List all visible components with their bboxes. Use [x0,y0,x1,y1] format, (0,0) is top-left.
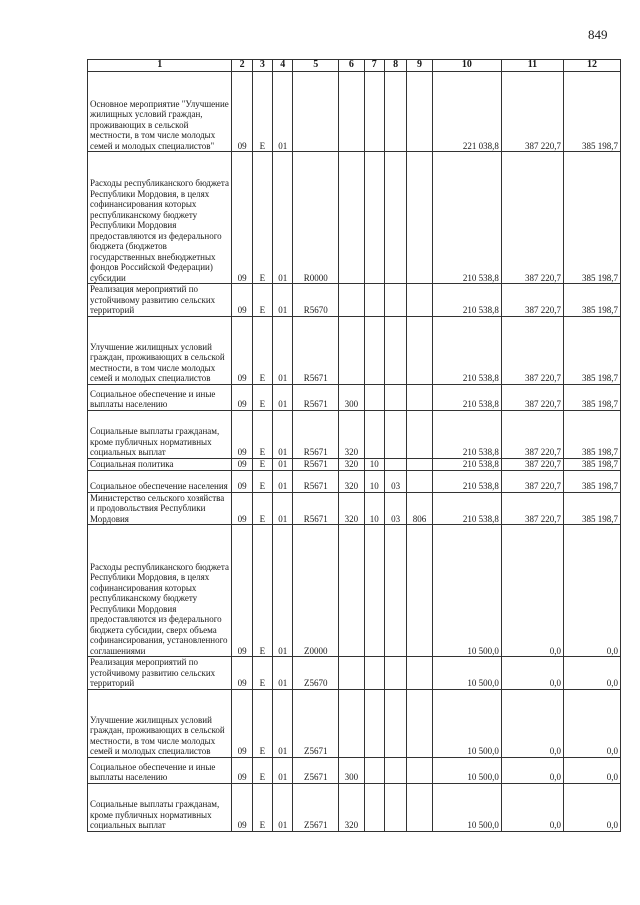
table-row [88,525,621,657]
code-ministry [407,689,432,757]
code-expense-type [339,72,364,152]
code-expense-type [339,689,364,757]
amount-year-3: 385 198,7 [563,316,620,384]
code-direction: Z5671 [293,689,339,757]
code-division [364,284,384,317]
amount-year-1: 210 538,8 [432,410,501,458]
amount-year-3: 0,0 [563,525,620,657]
code-subprogram: 01 [273,757,293,783]
code-subdivision [384,384,406,410]
code-subprogram: 01 [273,492,293,525]
amount-year-3: 385 198,7 [563,384,620,410]
code-subdivision [384,525,406,657]
code-subprogram: 01 [273,783,293,831]
code-direction: R5671 [293,470,339,492]
table-row [88,657,621,690]
code-division: 10 [364,458,384,470]
code-program: Е [252,410,272,458]
code-section: 09 [232,384,252,410]
row-description: Расходы республиканского бюджета Республики Мордовия, в целях софинансирования которых республиканскому бюджету Республики Мордовия предоставляются из федерального бюджета (бюджетов государственных внебюджетных фондов Российской Федерации) субсидии [88,152,232,284]
code-expense-type [339,316,364,384]
amount-year-2: 387 220,7 [501,492,563,525]
code-program: Е [252,689,272,757]
code-division [364,384,384,410]
code-program: Е [252,757,272,783]
header-row [88,60,621,72]
amount-year-3: 0,0 [563,783,620,831]
code-ministry [407,384,432,410]
code-division: 10 [364,470,384,492]
page-number: 849 [588,27,608,42]
amount-year-1: 10 500,0 [432,657,501,690]
amount-year-2: 387 220,7 [501,72,563,152]
code-direction: R5671 [293,492,339,525]
code-ministry [407,470,432,492]
table-row [88,783,621,831]
code-division [364,152,384,284]
code-ministry [407,410,432,458]
code-ministry [407,525,432,657]
code-direction [293,72,339,152]
code-subprogram: 01 [273,316,293,384]
amount-year-2: 387 220,7 [501,152,563,284]
code-program: Е [252,284,272,317]
code-expense-type [339,284,364,317]
row-description: Реализация мероприятий по устойчивому развитию сельских территорий [88,657,232,690]
amount-year-3: 385 198,7 [563,470,620,492]
amount-year-1: 210 538,8 [432,316,501,384]
amount-year-2: 387 220,7 [501,284,563,317]
row-description: Реализация мероприятий по устойчивому развитию сельских территорий [88,284,232,317]
code-division [364,72,384,152]
row-description: Социальное обеспечение и иные выплаты населению [88,757,232,783]
code-program: Е [252,152,272,284]
code-subdivision [384,757,406,783]
code-subdivision [384,657,406,690]
amount-year-1: 10 500,0 [432,757,501,783]
code-ministry [407,152,432,284]
table-row [88,757,621,783]
amount-year-2: 387 220,7 [501,410,563,458]
code-section: 09 [232,152,252,284]
column-header: 9 [407,60,432,72]
code-subprogram: 01 [273,470,293,492]
amount-year-2: 0,0 [501,783,563,831]
code-direction: Z5671 [293,783,339,831]
code-division [364,657,384,690]
amount-year-2: 0,0 [501,657,563,690]
code-subprogram: 01 [273,525,293,657]
column-header: 12 [563,60,620,72]
code-subdivision [384,458,406,470]
amount-year-2: 387 220,7 [501,458,563,470]
code-direction: Z5671 [293,757,339,783]
amount-year-2: 0,0 [501,525,563,657]
code-program: Е [252,525,272,657]
code-ministry [407,316,432,384]
code-direction: R5670 [293,284,339,317]
code-program: Е [252,470,272,492]
column-header: 6 [339,60,364,72]
column-header: 5 [293,60,339,72]
code-subdivision [384,410,406,458]
code-expense-type: 320 [339,410,364,458]
code-program: Е [252,316,272,384]
amount-year-2: 387 220,7 [501,470,563,492]
table-row [88,316,621,384]
code-program: Е [252,72,272,152]
code-program: Е [252,783,272,831]
table-row [88,458,621,470]
code-subdivision [384,783,406,831]
code-program: Е [252,492,272,525]
code-direction: R5671 [293,384,339,410]
amount-year-3: 0,0 [563,757,620,783]
code-subprogram: 01 [273,657,293,690]
amount-year-1: 210 538,8 [432,152,501,284]
amount-year-3: 385 198,7 [563,152,620,284]
amount-year-2: 387 220,7 [501,316,563,384]
amount-year-1: 210 538,8 [432,458,501,470]
code-division [364,783,384,831]
code-subprogram: 01 [273,72,293,152]
code-section: 09 [232,316,252,384]
row-description: Основное мероприятие "Улучшение жилищных условий граждан, проживающих в сельской местности, в том числе молодых семей и молодых специалистов" [88,72,232,152]
amount-year-2: 0,0 [501,757,563,783]
column-header: 11 [501,60,563,72]
code-direction: R5671 [293,316,339,384]
code-subprogram: 01 [273,689,293,757]
amount-year-3: 385 198,7 [563,410,620,458]
amount-year-1: 210 538,8 [432,284,501,317]
code-section: 09 [232,470,252,492]
code-section: 09 [232,657,252,690]
code-subdivision: 03 [384,470,406,492]
code-section: 09 [232,757,252,783]
code-expense-type: 300 [339,384,364,410]
code-division [364,757,384,783]
row-description: Социальные выплаты гражданам, кроме публичных нормативных социальных выплат [88,410,232,458]
code-direction: R5671 [293,410,339,458]
code-expense-type [339,525,364,657]
table-row [88,410,621,458]
column-header: 7 [364,60,384,72]
row-description: Социальные выплаты гражданам, кроме публичных нормативных социальных выплат [88,783,232,831]
code-expense-type: 320 [339,492,364,525]
amount-year-3: 0,0 [563,689,620,757]
table-row [88,492,621,525]
code-subprogram: 01 [273,458,293,470]
table-row [88,284,621,317]
code-section: 09 [232,284,252,317]
code-subprogram: 01 [273,284,293,317]
amount-year-1: 210 538,8 [432,492,501,525]
code-program: Е [252,657,272,690]
row-description: Социальное обеспечение населения [88,470,232,492]
column-header: 2 [232,60,252,72]
amount-year-1: 10 500,0 [432,525,501,657]
code-section: 09 [232,72,252,152]
column-header: 1 [88,60,232,72]
code-division [364,410,384,458]
code-subdivision [384,689,406,757]
code-expense-type: 320 [339,470,364,492]
code-program: Е [252,384,272,410]
table-row [88,470,621,492]
code-subprogram: 01 [273,152,293,284]
amount-year-2: 0,0 [501,689,563,757]
code-subdivision [384,72,406,152]
table-body [88,72,621,832]
table-row [88,72,621,152]
code-ministry: 806 [407,492,432,525]
code-expense-type [339,152,364,284]
amount-year-1: 221 038,8 [432,72,501,152]
table-row [88,384,621,410]
code-subprogram: 01 [273,410,293,458]
code-direction: R0000 [293,152,339,284]
row-description: Социальная политика [88,458,232,470]
code-direction: Z5670 [293,657,339,690]
code-expense-type: 320 [339,458,364,470]
code-ministry [407,458,432,470]
amount-year-1: 210 538,8 [432,384,501,410]
code-division: 10 [364,492,384,525]
code-division [364,689,384,757]
code-ministry [407,72,432,152]
column-header: 8 [384,60,406,72]
row-description: Министерство сельского хозяйства и продовольствия Республики Мордовия [88,492,232,525]
row-description: Расходы республиканского бюджета Республики Мордовия, в целях софинансирования которых республиканскому бюджету Республики Мордовия предоставляются из федерального бюджета субсидии, сверх объема софинансирования, установленного соглашениями [88,525,232,657]
code-ministry [407,657,432,690]
amount-year-2: 387 220,7 [501,384,563,410]
code-ministry [407,783,432,831]
amount-year-1: 10 500,0 [432,783,501,831]
code-section: 09 [232,783,252,831]
code-ministry [407,284,432,317]
budget-table [87,59,621,832]
row-description: Улучшение жилищных условий граждан, проживающих в сельской местности, в том числе молодых семей и молодых специалистов [88,689,232,757]
row-description: Улучшение жилищных условий граждан, проживающих в сельской местности, в том числе молодых семей и молодых специалистов [88,316,232,384]
code-division [364,525,384,657]
code-direction: R5671 [293,458,339,470]
amount-year-3: 385 198,7 [563,492,620,525]
code-direction: Z0000 [293,525,339,657]
table-row [88,689,621,757]
code-division [364,316,384,384]
column-header: 4 [273,60,293,72]
code-section: 09 [232,689,252,757]
code-section: 09 [232,525,252,657]
row-description: Социальное обеспечение и иные выплаты населению [88,384,232,410]
amount-year-3: 0,0 [563,657,620,690]
code-subdivision [384,284,406,317]
code-expense-type: 320 [339,783,364,831]
code-subdivision: 03 [384,492,406,525]
code-subdivision [384,152,406,284]
column-header: 10 [432,60,501,72]
code-section: 09 [232,492,252,525]
column-header: 3 [252,60,272,72]
code-expense-type [339,657,364,690]
code-program: Е [252,458,272,470]
amount-year-3: 385 198,7 [563,284,620,317]
amount-year-3: 385 198,7 [563,72,620,152]
amount-year-3: 385 198,7 [563,458,620,470]
code-expense-type: 300 [339,757,364,783]
code-section: 09 [232,410,252,458]
code-section: 09 [232,458,252,470]
code-subprogram: 01 [273,384,293,410]
code-subdivision [384,316,406,384]
amount-year-1: 10 500,0 [432,689,501,757]
table-row [88,152,621,284]
amount-year-1: 210 538,8 [432,470,501,492]
code-ministry [407,757,432,783]
